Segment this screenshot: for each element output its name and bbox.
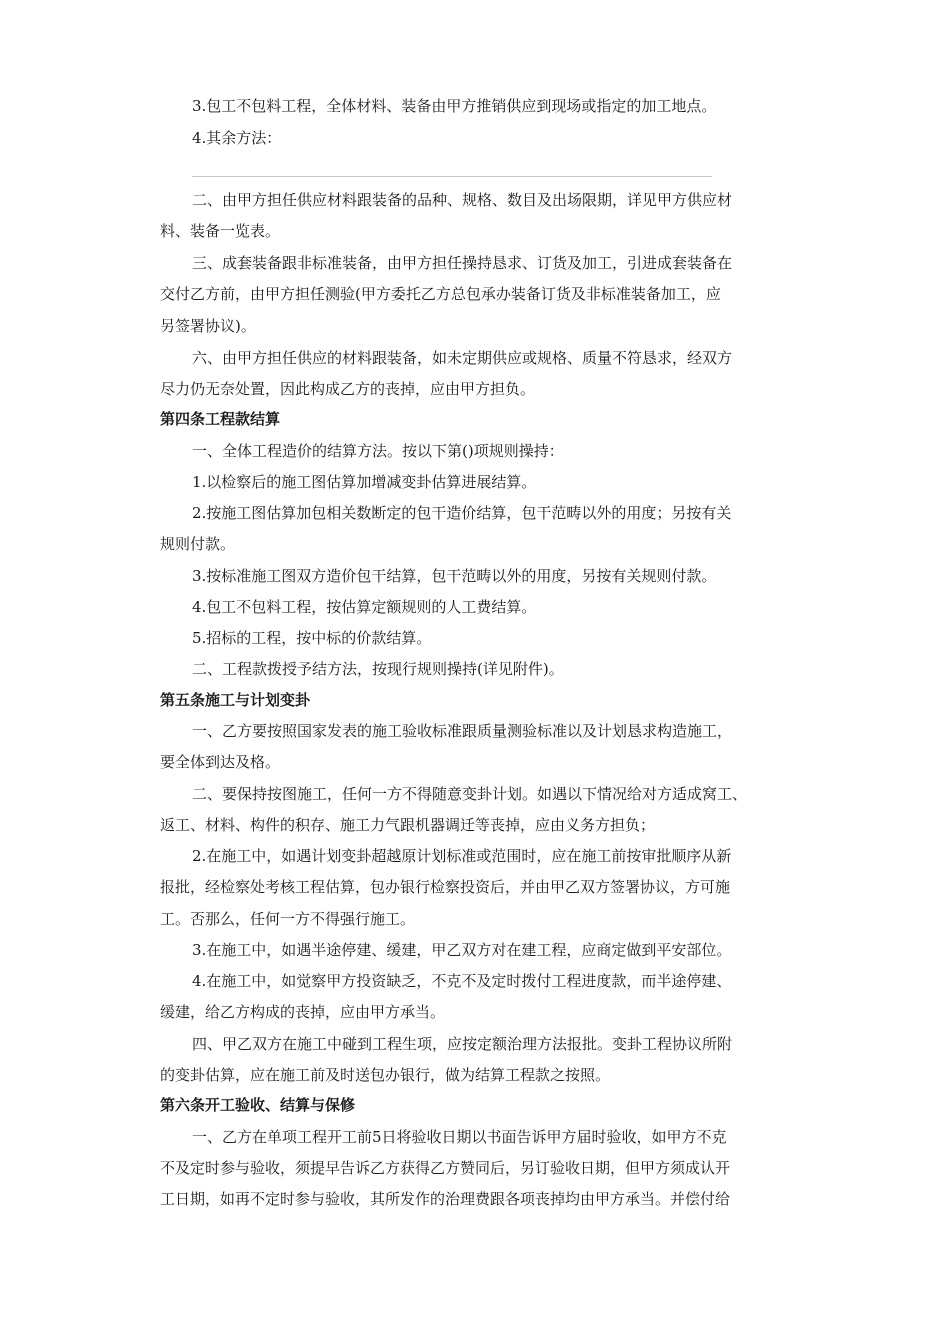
text-line: 规则付款。: [160, 535, 236, 553]
text-line: 六、由甲方担任供应的材料跟装备，如未定期供应或规格、质量不符恳求，经双方: [192, 349, 733, 367]
text-line: 一、乙方在单项工程开工前5日将验收日期以书面告诉甲方届时验收，如甲方不克: [192, 1128, 727, 1146]
text-line: 二、由甲方担任供应材料跟装备的品种、规格、数目及出场限期，详见甲方供应材: [192, 191, 733, 209]
text-line: 二、要保持按图施工，任何一方不得随意变卦计划。如遇以下情况给对方适成窝工、: [192, 785, 748, 803]
text-line: 不及定时参与验收，须提早告诉乙方获得乙方赞同后，另订验收日期，但甲方须成认开: [160, 1159, 731, 1177]
text-line: 交付乙方前，由甲方担任测验(甲方委托乙方总包承办装备订货及非标准装备加工，应: [160, 285, 721, 303]
text-line: 3.包工不包料工程，全体材料、装备由甲方推销供应到现场或指定的加工地点。: [192, 97, 717, 115]
text-line: 四、甲乙双方在施工中碰到工程生项，应按定额治理方法报批。变卦工程协议所附: [192, 1035, 733, 1053]
section-heading: 第四条工程款结算: [160, 410, 281, 428]
text-line: 4.在施工中，如觉察甲方投资缺乏，不克不及定时拨付工程进度款，而半途停建、: [192, 972, 732, 990]
text-line: 1.以检察后的施工图估算加增减变卦估算进展结算。: [192, 473, 537, 491]
text-line: 三、成套装备跟非标准装备，由甲方担任操持恳求、订货及加工，引进成套装备在: [192, 254, 733, 272]
text-line: 二、工程款拨授予结方法，按现行规则操持(详见附件)。: [192, 660, 564, 678]
text-line: 2.按施工图估算加包相关数断定的包干造价结算，包干范畴以外的用度；另按有关: [192, 504, 732, 522]
section-heading: 第五条施工与计划变卦: [160, 691, 311, 709]
text-line: 尽力仍无奈处置，因此构成乙方的丧掉，应由甲方担负。: [160, 380, 536, 398]
text-line: 工日期，如再不定时参与验收，其所发作的治理费跟各项丧掉均由甲方承当。并偿付给: [160, 1190, 731, 1208]
text-line: 4.其余方法：: [192, 129, 282, 147]
section-heading: 第六条开工验收、结算与保修: [160, 1096, 356, 1114]
text-line: 一、乙方要按照国家发表的施工验收标准跟质量测验标准以及计划恳求构造施工，: [192, 722, 733, 740]
text-line: 要全体到达及格。: [160, 753, 281, 771]
text-line: 报批，经检察处考核工程估算，包办银行检察投资后，并由甲乙双方签署协议，方可施: [160, 878, 731, 896]
text-line: 3.按标准施工图双方造价包干结算，包干范畴以外的用度，另按有关规则付款。: [192, 567, 717, 585]
text-line: 4.包工不包料工程，按估算定额规则的人工费结算。: [192, 598, 537, 616]
text-line: 工。否那么，任何一方不得强行施工。: [160, 910, 416, 928]
text-line: 的变卦估算，应在施工前及时送包办银行，做为结算工程款之按照。: [160, 1066, 611, 1084]
text-line: 2.在施工中，如遇计划变卦超越原计划标准或范围时，应在施工前按审批顺序从新: [192, 847, 732, 865]
text-line: 料、装备一览表。: [160, 222, 281, 240]
text-line: 返工、材料、构件的积存、施工力气跟机器调迁等丧掉，应由义务方担负；: [160, 816, 656, 834]
text-line: 一、全体工程造价的结算方法。按以下第()项规则操持：: [192, 442, 564, 460]
text-line: 5.招标的工程，按中标的价款结算。: [192, 629, 432, 647]
text-line: 缓建，给乙方构成的丧掉，应由甲方承当。: [160, 1003, 446, 1021]
fill-in-blank-line: [192, 176, 712, 177]
text-line: 3.在施工中，如遇半途停建、缓建，甲乙双方对在建工程，应商定做到平安部位。: [192, 941, 732, 959]
text-line: 另签署协议)。: [160, 317, 256, 335]
